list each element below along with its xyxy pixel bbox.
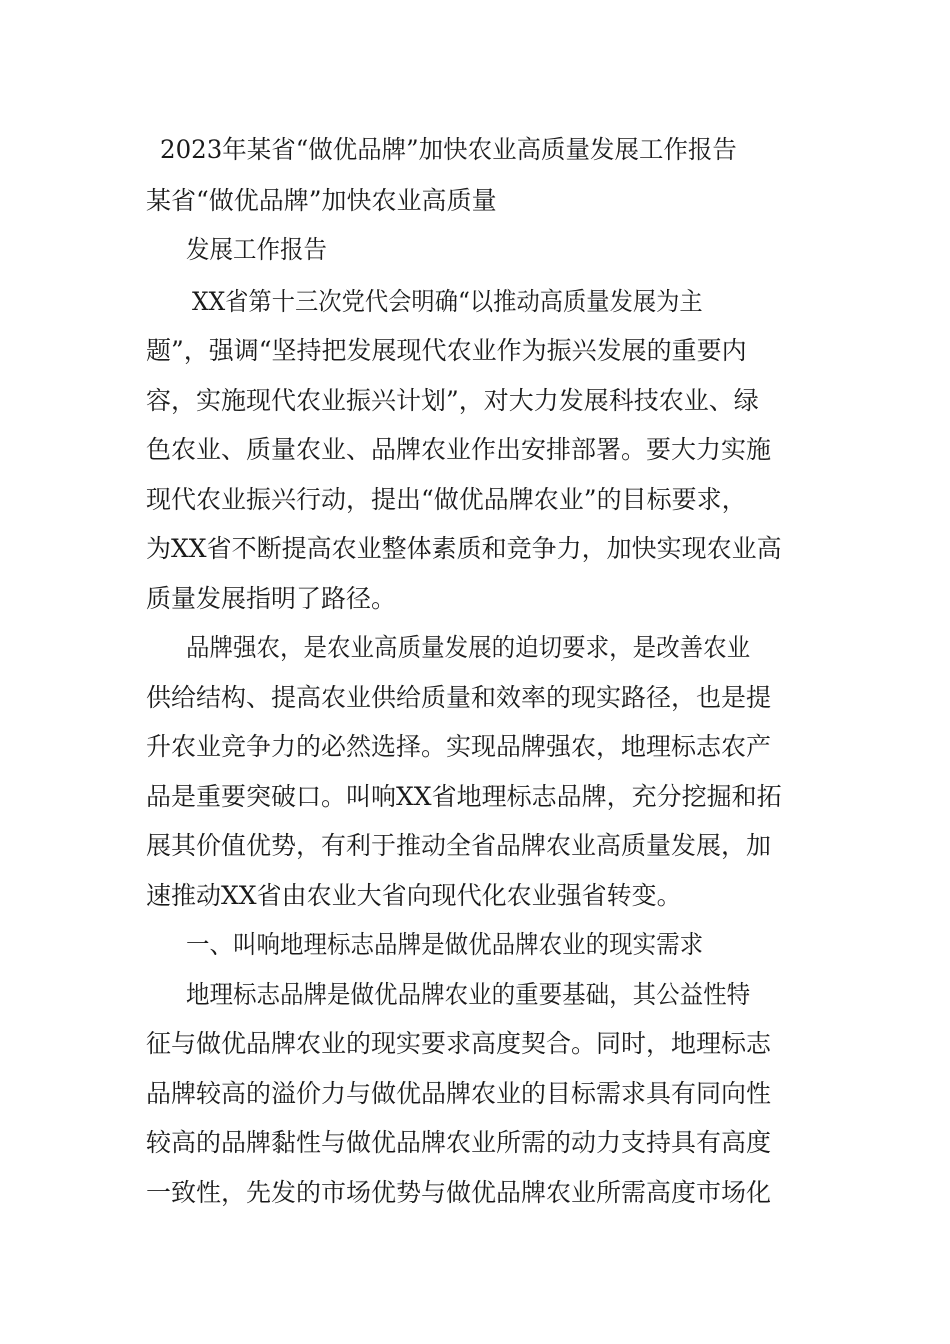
paragraph-2-line: 供给结构、提高农业供给质量和效率的现实路径，也是提 — [146, 683, 772, 712]
paragraph-2-line: 升农业竞争力的必然选择。实现品牌强农，地理标志农产 — [146, 732, 772, 761]
paragraph-1-line: 为XX省不断提高农业整体素质和竞争力，加快实现农业高 — [146, 534, 782, 563]
paragraph-1-line: 题”，强调“坚持把发展现代农业作为振兴发展的重要内 — [146, 336, 747, 365]
paragraph-3-line: 品牌较高的溢价力与做优品牌农业的目标需求具有同向性 — [146, 1079, 772, 1108]
paragraph-1-line: 现代农业振兴行动，提出“做优品牌农业”的目标要求， — [146, 485, 747, 514]
paragraph-1-line: XX省第十三次党代会明确“以推动高质量发展为主 — [192, 287, 703, 316]
paragraph-2-line: 速推动XX省由农业大省向现代化农业强省转变。 — [146, 881, 682, 910]
section-1-heading: 一、叫响地理标志品牌是做优品牌农业的现实需求 — [186, 930, 704, 959]
document-title: 2023年某省“做优品牌”加快农业高质量发展工作报告 — [160, 135, 737, 164]
paragraph-3-line: 征与做优品牌农业的现实要求高度契合。同时，地理标志 — [146, 1029, 772, 1058]
paragraph-3-line: 地理标志品牌是做优品牌农业的重要基础，其公益性特 — [186, 980, 751, 1009]
paragraph-1-line: 色农业、质量农业、品牌农业作出安排部署。要大力实施 — [146, 435, 772, 464]
paragraph-1-line: 质量发展指明了路径。 — [146, 584, 397, 613]
document-subtitle-line-2: 发展工作报告 — [186, 235, 328, 264]
paragraph-1-line: 容，实施现代农业振兴计划”，对大力发展科技农业、绿 — [146, 386, 759, 415]
paragraph-3-line: 较高的品牌黏性与做优品牌农业所需的动力支持具有高度 — [146, 1128, 772, 1157]
paragraph-2-line: 品牌强农，是农业高质量发展的迫切要求，是改善农业 — [186, 633, 751, 662]
paragraph-3-line: 一致性，先发的市场优势与做优品牌农业所需高度市场化 — [146, 1178, 772, 1207]
paragraph-2-line: 品是重要突破口。叫响XX省地理标志品牌，充分挖掘和拓 — [146, 782, 782, 811]
paragraph-2-line: 展其价值优势，有利于推动全省品牌农业高质量发展，加 — [146, 831, 772, 860]
document-subtitle-line-1: 某省“做优品牌”加快农业高质量 — [146, 186, 497, 215]
